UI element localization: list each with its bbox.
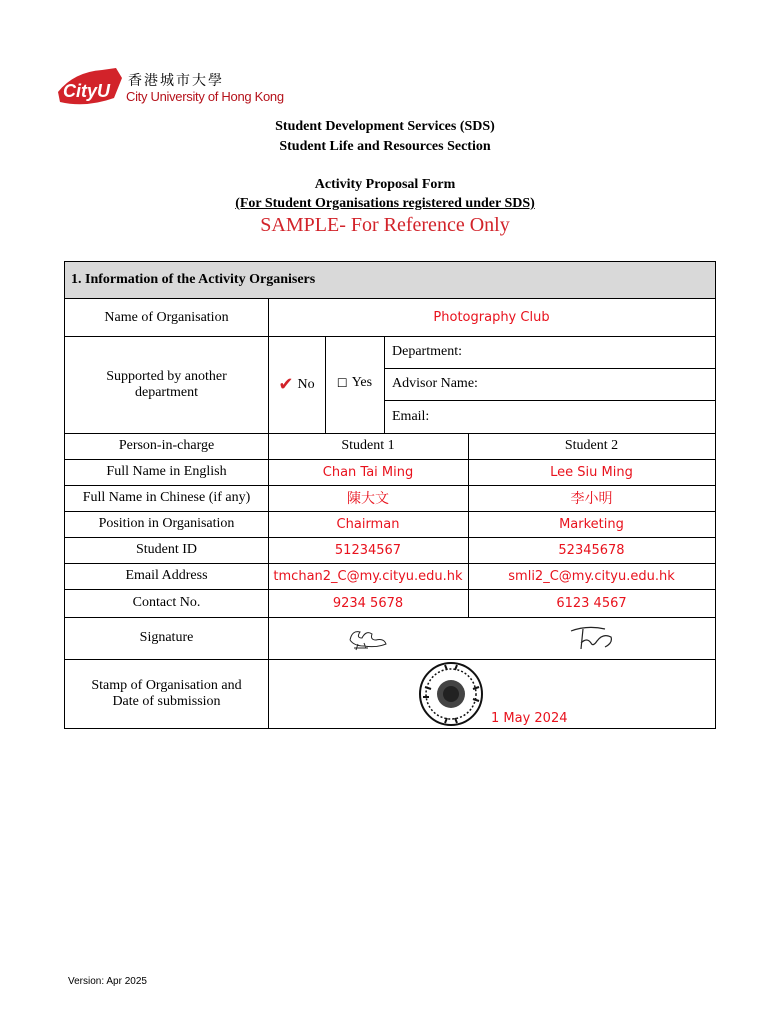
student1-signature[interactable] — [268, 617, 468, 659]
sample-notice: SAMPLE- For Reference Only — [260, 214, 510, 236]
student2-signature[interactable] — [468, 617, 715, 659]
student1-id[interactable]: 51234567 — [334, 542, 402, 558]
organisation-label: Name of Organisation — [104, 309, 229, 325]
header-line2: Student Life and Resources Section — [279, 139, 491, 154]
organisers-table — [64, 261, 716, 729]
student2-name-en[interactable]: Lee Siu Ming — [550, 464, 633, 480]
row-label-student-id: Student ID — [135, 542, 198, 557]
email-field[interactable]: Email: — [392, 408, 430, 424]
student1-name-en[interactable]: Chan Tai Ming — [322, 464, 414, 480]
logo-chinese-name: 香港城市大學 — [128, 73, 224, 89]
student1-name-cn[interactable]: 陳大文 — [347, 491, 389, 507]
department-field[interactable]: Department: — [392, 344, 462, 359]
form-subtitle: (For Student Organisations registered under SDS) — [235, 196, 535, 211]
student2-position[interactable]: Marketing — [559, 516, 624, 532]
header-line1: Student Development Services (SDS) — [275, 119, 495, 134]
stamp-icon — [415, 659, 487, 729]
student2-contact[interactable]: 6123 4567 — [556, 595, 627, 611]
stamp-label: Stamp of Organisation and Date of submission — [91, 678, 242, 709]
student2-id[interactable]: 52345678 — [558, 542, 625, 558]
no-label: No — [297, 376, 315, 392]
advisor-field[interactable]: Advisor Name: — [392, 376, 478, 391]
student1-position[interactable]: Chairman — [336, 516, 400, 532]
svg-text:CityU: CityU — [63, 81, 111, 101]
form-title: Activity Proposal Form — [314, 177, 456, 192]
checkbox-icon[interactable]: ☐ — [336, 376, 348, 390]
signature-1-icon — [346, 624, 390, 652]
row-label-contact: Contact No. — [132, 595, 201, 610]
cityu-logo-icon — [56, 68, 124, 108]
section-title: 1. Information of the Activity Organisers — [65, 262, 715, 299]
student1-header: Student 1 — [341, 438, 395, 453]
row-label-name-en: Full Name in English — [106, 464, 227, 479]
person-in-charge-label: Person-in-charge — [118, 438, 215, 453]
checkmark-icon: ✔ — [278, 374, 294, 395]
signature-2-icon — [567, 623, 617, 653]
student2-email[interactable]: smli2_C@my.cityu.edu.hk — [508, 568, 675, 584]
signature-label: Signature — [139, 630, 194, 645]
option-yes[interactable] — [325, 336, 384, 430]
row-label-position: Position in Organisation — [98, 516, 235, 531]
row-label-email: Email Address — [125, 568, 208, 583]
logo-english-name: City University of Hong Kong — [126, 89, 284, 104]
organisation-stamp — [415, 659, 487, 734]
version-text: Version: Apr 2025 — [68, 976, 147, 987]
organisation-value[interactable]: Photography Club — [433, 310, 550, 325]
supported-label: Supported by another department — [106, 368, 227, 400]
student1-contact[interactable]: 9234 5678 — [332, 595, 404, 611]
yes-label: Yes — [351, 375, 373, 390]
student1-email[interactable]: tmchan2_C@my.cityu.edu.hk — [273, 568, 463, 584]
option-no[interactable] — [268, 336, 325, 433]
cityu-logo — [56, 68, 306, 118]
row-label-name-cn: Full Name in Chinese (if any) — [82, 490, 251, 505]
student2-header: Student 2 — [564, 438, 619, 453]
submission-date[interactable]: 1 May 2024 — [491, 711, 568, 726]
student2-name-cn[interactable]: 李小明 — [570, 491, 613, 507]
